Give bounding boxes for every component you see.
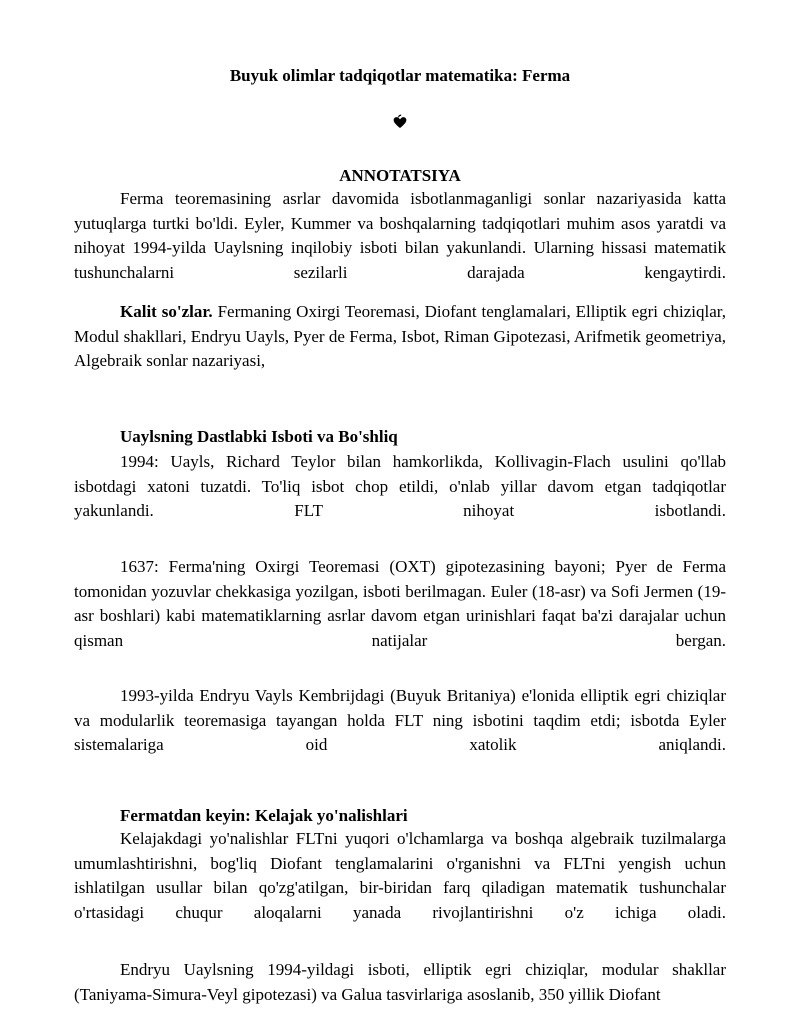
document-title: Buyuk olimlar tadqiqotlar matematika: Ferma — [229, 66, 571, 85]
section-heading-wiles-proof: Uaylsning Dastlabki Isboti va Bo'shliq — [120, 427, 398, 446]
section1-paragraph-1994: 1994: Uayls, Richard Teylor bilan hamkorlikda, Kollivagin-Flach usulini qo'llab isbotdagi xatoni tuzatdi. To'liq isbot chop etildi, o'nlab yillar davom etgan tadqiqotlar yakunlandi. FLT nihoyat isbotlandi. — [74, 452, 726, 520]
keywords-text: Fermaning Oxirgi Teoremasi, Diofant tenglamalari, Elliptik egri chiziqlar, Modul shakllari, Endryu Uayls, Pyer de Ferma, Isbot, Riman Gipotezasi, Arifmetik geometriya, Algebraik sonlar nazariyasi, — [74, 302, 726, 370]
keywords-paragraph — [74, 300, 726, 374]
section-heading-future-directions: Fermatdan keyin: Kelajak yo'nalishlari — [120, 806, 408, 825]
section1-paragraph-1993: 1993-yilda Endryu Vayls Kembrijdagi (Buyuk Britaniya) e'lonida elliptik egri chiziqlar va modularlik teoremasiga tayangan holda FLT ning isbotini taqdim etdi; isbotda Eyler sistemalariga oid xatolik aniqlandi. — [74, 686, 726, 754]
heart-ornament-icon — [392, 114, 408, 130]
keywords-label: Kalit so'zlar. — [120, 302, 213, 321]
annotation-paragraph: Ferma teoremasining asrlar davomida isbotlanmaganligi sonlar nazariyasida katta yutuqlarga turtki bo'ldi. Eyler, Kummer va boshqalarning tadqiqotlari muhim asos yaratdi va nihoyat 1994-yilda Uaylsning inqilobiy isboti bilan yakunlandi. Ularning hissasi matematik tushunchalarni sezilarli darajada kengaytirdi. — [74, 189, 726, 282]
annotation-heading: ANNOTATSIYA — [339, 166, 461, 185]
section2-paragraph-wiles-1994: Endryu Uaylsning 1994-yildagi isboti, elliptik egri chiziqlar, modular shakllar (Taniyama-Simura-Veyl gipotezasi) va Galua tasvirlariga asoslanib, 350 yillik Diofant — [74, 960, 726, 1004]
section2-paragraph-future: Kelajakdagi yo'nalishlar FLTni yuqori o'lchamlarga va boshqa algebraik tuzilmalarga umumlashtirishni, bog'liq Diofant tenglamalarini o'rganishni va FLTni yengish uchun ishlatilgan usullar bilan qo'zg'atilgan, bir-biridan farq qiladigan matematik tushunchalar o'rtasidagi chuqur aloqalarni yanada rivojlantirishni o'z ichiga oladi. — [74, 829, 726, 922]
section1-paragraph-1637: 1637: Ferma'ning Oxirgi Teoremasi (OXT) gipotezasining bayoni; Pyer de Ferma tomonidan yozuvlar chekkasiga yozilgan, isboti berilmagan. Euler (18-asr) va Sofi Jermen (19-asr boshlari) kabi matematiklarning asrlar davom etgan urinishlari faqat ba'zi darajalar uchun qisman natijalar bergan. — [74, 557, 726, 650]
